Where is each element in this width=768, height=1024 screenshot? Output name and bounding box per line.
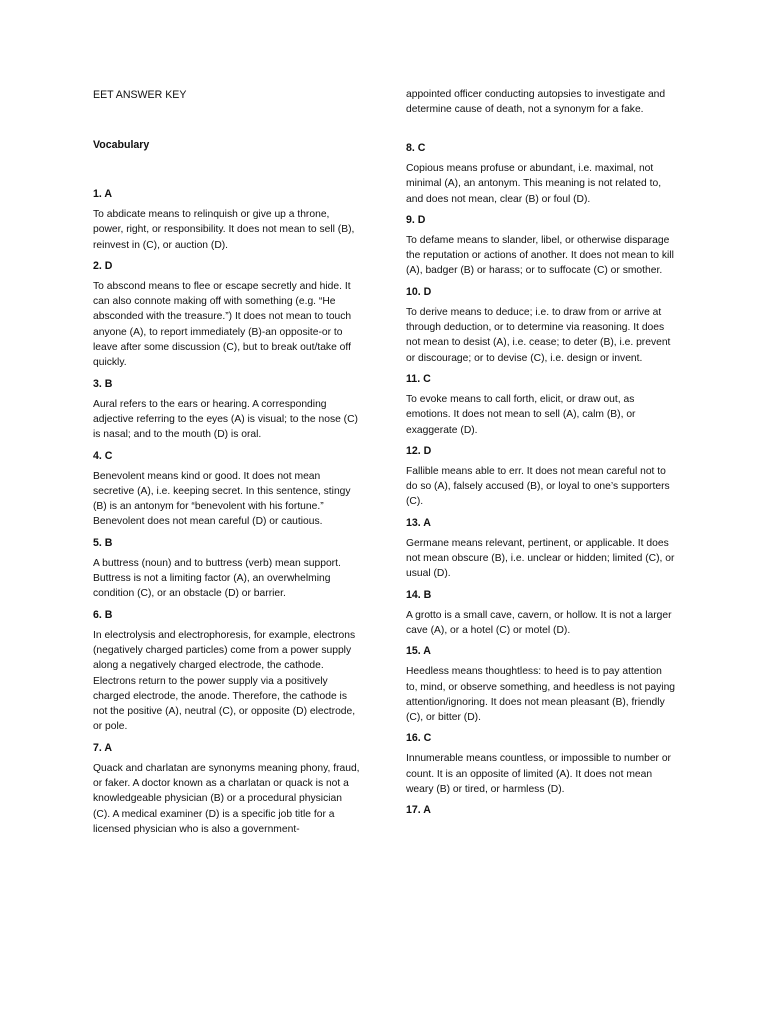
continued-text: appointed officer conducting autopsies to investigate and determine cause of death, not a synonym for a fake. <box>406 89 666 116</box>
answer-explanation: Quack and charlatan are synonyms meaning phony, fraud, or faker. A doctor known as a charlatan or quack is not a knowledgeable physician (B) or a procedural physician (C). A medical examiner (D) is a specific job title for a licensed physician who is also a government- <box>93 762 360 835</box>
answer-explanation: In electrolysis and electrophoresis, for example, electrons (negatively charged particles) come from a power supply along a negatively charged electrode, the cathode. Electrons return to the power supply via a positively charged electrode, the anode. Therefore, the cathode is not the positive (A), neutral (C), or opposite (D) electrode, or pole. <box>93 629 356 733</box>
answer-number: 17. A <box>406 804 431 817</box>
answer-explanation: Aural refers to the ears or hearing. A corresponding adjective referring to the eyes (A) is visual; to the nose (C) is nasal; and to the mouth (D) is oral. <box>93 398 358 441</box>
answer-number: 13. A <box>406 516 431 529</box>
answer-number: 2. D <box>93 259 113 272</box>
answer-number: 11. C <box>406 372 431 385</box>
answer-number: 9. D <box>406 213 426 226</box>
answer-explanation: Germane means relevant, pertinent, or applicable. It does not mean obscure (B), i.e. unclear or hidden; limited (C), or usual (D). <box>406 537 675 580</box>
answer-number: 8. C <box>406 142 426 154</box>
answer-explanation: Copious means profuse or abundant, i.e. maximal, not minimal (A), an antonym. This meaning is not related to, and does not mean, clear (B) or foul (D). <box>406 163 662 205</box>
answer-explanation: To evoke means to call forth, elicit, or draw out, as emotions. It does not mean to sell (A), calm (B), or exaggerate (D). <box>406 393 636 436</box>
answer-explanation: Fallible means able to err. It does not mean careful not to do so (A), falsely accused (B), or loyal to one’s supporters (C). <box>406 465 670 508</box>
answer-number: 12. D <box>406 444 432 457</box>
answer-number: 10. D <box>406 285 432 298</box>
answer-number: 16. C <box>406 732 432 745</box>
answer-explanation: A buttress (noun) and to buttress (verb) mean support. Buttress is not a limiting factor (A), an overwhelming condition (C), or an obstacle (D) or barrier. <box>93 557 341 600</box>
answer-explanation: A grotto is a small cave, cavern, or hollow. It is not a larger cave (A), or a hotel (C) or motel (D). <box>406 609 672 636</box>
left-entries <box>93 188 361 844</box>
right-entries <box>406 142 676 823</box>
answer-number: 6. B <box>93 608 113 621</box>
answer-explanation: To defame means to slander, libel, or otherwise disparage the reputation or actions of another. It does not mean to kill (A), badger (B) or harass; or to suffocate (C) or smother. <box>406 234 674 277</box>
answer-number: 1. A <box>93 188 113 200</box>
answer-number: 14. B <box>406 588 432 601</box>
page-title: EET ANSWER KEY <box>93 89 187 101</box>
answer-number: 4. C <box>93 449 113 462</box>
answer-explanation: To derive means to deduce; i.e. to draw from or arrive at through deduction, or to determine via reasoning. It does not mean to desist (A), i.e. cease; to deter (B), i.e. prevent or discourage; or to devise (C), i.e. design or invent. <box>406 306 671 364</box>
answer-number: 7. A <box>93 741 113 754</box>
answer-explanation: To abscond means to flee or escape secretly and hide. It can also connote making off with something (e.g. “He absconded with the treasure.”) It does not mean to touch anyone (A), to report immediately (B)-an opposite-or to leave after some discussion (C), but to break out/take off quickly. <box>93 280 352 369</box>
answer-explanation: Heedless means thoughtless: to heed is to pay attention to, mind, or observe something, and heedless is not paying attention/ignoring. It does not mean pleasant (B), friendly (C), or bitter (D). <box>406 666 676 724</box>
answer-explanation: To abdicate means to relinquish or give up a throne, power, right, or responsibility. It does not mean to sell (B), reinvest in (C), or auction (D). <box>93 209 355 251</box>
answer-explanation: Innumerable means countless, or impossible to number or count. It is an opposite of limited (A). It does not mean weary (B) or tired, or harmless (D). <box>406 753 671 796</box>
section-title: Vocabulary <box>93 139 150 151</box>
answer-number: 5. B <box>93 536 113 549</box>
answer-number: 15. A <box>406 645 431 658</box>
answer-explanation: Benevolent means kind or good. It does not mean secretive (A), i.e. keeping secret. In this sentence, stingy (B) is an antonym for “benevolent with his fortune.” Benevolent does not mean careful (D) or cautious. <box>93 470 351 528</box>
answer-number: 3. B <box>93 377 113 390</box>
